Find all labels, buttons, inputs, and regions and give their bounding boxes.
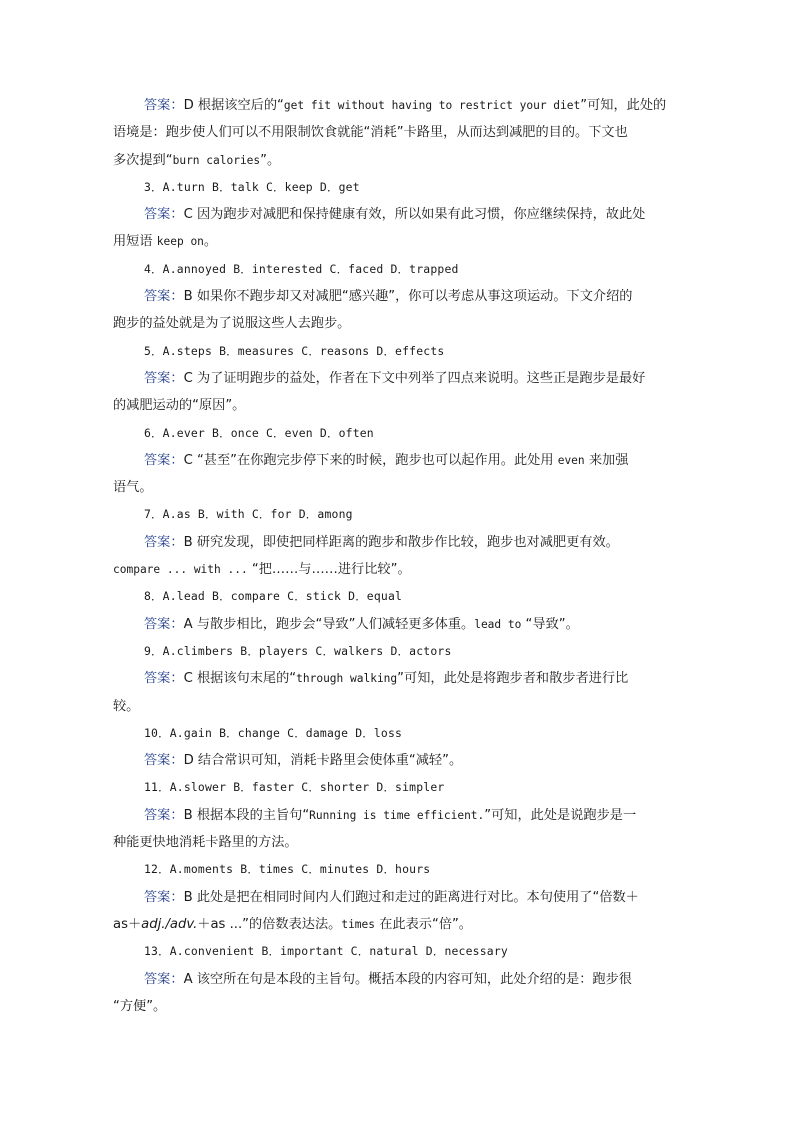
answer-letter: B <box>183 534 193 550</box>
answer-letter: A <box>183 616 193 632</box>
answer-label: 答案： <box>144 616 184 632</box>
italic-term: adj./adv. <box>141 916 198 932</box>
answer-label: 答案： <box>144 289 184 305</box>
answer-line <box>113 665 683 692</box>
explanation-text: 在此表示“倍”。 <box>375 916 472 932</box>
explanation-text: 根据该空后的“ <box>193 98 284 113</box>
explanation-line <box>113 228 683 255</box>
explanation-line <box>113 119 683 146</box>
answer-label: 答案： <box>144 370 184 386</box>
explanation-text: ＋as ...”的倍数表达法。 <box>197 916 342 932</box>
answer-line <box>113 611 683 638</box>
explanation-text: 因为跑步对减肥和保持健康有效，所以如果有此习惯，你应继续保持，故此处 <box>192 207 646 223</box>
answer-label: 答案： <box>144 452 184 468</box>
answer-label: 答案： <box>144 807 184 823</box>
answer-line <box>113 283 683 310</box>
question-options: 4．A.annoyed B．interested C．faced D．trapped <box>144 261 459 276</box>
explanation-text: 种能更快地消耗卡路里的方法。 <box>113 835 298 851</box>
explanation-text: 根据本段的主旨句“ <box>192 807 310 823</box>
answer-letter: C <box>183 207 193 223</box>
explanation-text: “甚至”在你跑完步停下来的时候，跑步也可以起作用。此处用 <box>192 452 558 468</box>
quoted-english: compare ... with ... <box>113 563 248 577</box>
explanation-text: 与散步相比，跑步会“导致”人们减轻更多体重。 <box>192 616 475 632</box>
answer-letter: C <box>183 370 193 386</box>
explanation-line <box>113 147 683 174</box>
answer-line <box>113 365 683 392</box>
explanation-text: 语境是：跑步使人们可以不用限制饮食就能“消耗”卡路里，从而达到减肥的目的。下文也 <box>113 125 628 141</box>
question-options: 13．A.convenient B．important C．natural D．necessary <box>144 944 508 959</box>
explanation-text: 此处是把在相同时间内人们跑过和走过的距离进行对比。本句使用了“倍数＋ <box>192 889 639 905</box>
answer-line <box>113 529 683 556</box>
quoted-english: get fit without having to restrict your diet <box>283 99 581 112</box>
answer-line <box>113 884 683 911</box>
explanation-text: 的减肥运动的“原因”。 <box>113 398 246 414</box>
explanation-text: 为了证明跑步的益处，作者在下文中列举了四点来说明。这些正是跑步是最好 <box>192 370 646 386</box>
quoted-english: keep on <box>156 235 204 249</box>
explanation-text: ”。 <box>260 152 281 168</box>
explanation-text: 该空所在句是本段的主旨句。概括本段的内容可知，此处介绍的是：跑步很 <box>192 971 632 987</box>
answer-label: 答案： <box>144 534 184 550</box>
answer-key-content <box>113 92 683 1020</box>
quoted-english: through walking <box>296 672 398 686</box>
answer-label: 答案： <box>144 889 184 905</box>
answer-letter: D <box>183 753 194 769</box>
explanation-text: 语气。 <box>113 480 153 496</box>
explanation-text: 如果你不跑步却又对减肥“感兴趣”，你可以考虑从事这项运动。下文介绍的 <box>192 289 633 305</box>
explanation-text: 来加强 <box>584 452 629 468</box>
answer-line <box>113 92 683 119</box>
explanation-text: 结合常识可知，消耗卡路里会使体重“减轻”。 <box>193 753 463 769</box>
explanation-text: 较。 <box>113 698 140 714</box>
explanation-line <box>113 392 683 419</box>
explanation-line <box>113 829 683 856</box>
explanation-text: “把……与……进行比较”。 <box>247 562 411 578</box>
answer-line <box>113 802 683 829</box>
answer-line <box>113 447 683 474</box>
answer-label: 答案： <box>144 98 184 113</box>
explanation-line <box>113 693 683 720</box>
explanation-text: ”可知，此处是说跑步是一 <box>484 807 637 823</box>
explanation-text: 研究发现，即使把同样距离的跑步和散步作比较，跑步也对减肥更有效。 <box>192 534 619 550</box>
explanation-text: “导致”。 <box>521 616 579 632</box>
explanation-line <box>113 556 683 583</box>
quoted-english: even <box>557 453 585 467</box>
explanation-text: ”可知，此处是将跑步者和散步者进行比 <box>397 671 629 687</box>
explanation-text: as＋ <box>113 916 142 932</box>
answer-label: 答案： <box>144 207 184 223</box>
question-options: 10．A.gain B．change C．damage D．loss <box>144 725 403 740</box>
answer-label: 答案： <box>144 671 184 687</box>
explanation-text: ”可知，此处的 <box>580 98 667 113</box>
explanation-line <box>113 993 683 1020</box>
question-options: 11．A.slower B．faster C．shorter D．simpler <box>144 780 445 795</box>
answer-line <box>113 201 683 228</box>
quoted-english: Running is time efficient. <box>309 808 485 822</box>
answer-line <box>113 747 683 774</box>
explanation-line <box>113 474 683 501</box>
explanation-line <box>113 310 683 337</box>
question-options: 3．A.turn B．talk C．keep D．get <box>144 179 360 194</box>
question-options: 7．A.as B．with C．for D．among <box>144 507 353 522</box>
explanation-text: 用短语 <box>113 234 157 250</box>
quoted-english: times <box>341 917 376 931</box>
explanation-text: 多次提到“ <box>113 152 173 168</box>
explanation-text: 跑步的益处就是为了说服这些人去跑步。 <box>113 316 351 332</box>
answer-letter: B <box>183 807 193 823</box>
answer-letter: D <box>183 98 194 113</box>
answer-letter: B <box>183 289 193 305</box>
explanation-text: 根据该句末尾的“ <box>192 671 297 687</box>
answer-line <box>113 966 683 993</box>
question-options: 12．A.moments B．times C．minutes D．hours <box>144 862 431 877</box>
answer-letter: C <box>183 671 193 687</box>
explanation-line <box>113 911 683 938</box>
quoted-english: lead to <box>474 617 522 631</box>
answer-letter: A <box>183 971 193 987</box>
explanation-text: “方便”。 <box>113 998 167 1014</box>
answer-letter: C <box>183 452 193 468</box>
question-options: 6．A.ever B．once C．even D．often <box>144 425 374 440</box>
question-options: 9．A.climbers B．players C．walkers D．actors <box>144 643 452 658</box>
answer-label: 答案： <box>144 971 184 987</box>
question-options: 5．A.steps B．measures C．reasons D．effects <box>144 343 445 358</box>
explanation-text: 。 <box>203 234 218 250</box>
answer-letter: B <box>183 889 193 905</box>
question-options: 8．A.lead B．compare C．stick D．equal <box>144 589 403 604</box>
answer-label: 答案： <box>144 753 184 769</box>
quoted-english: burn calories <box>172 153 261 167</box>
